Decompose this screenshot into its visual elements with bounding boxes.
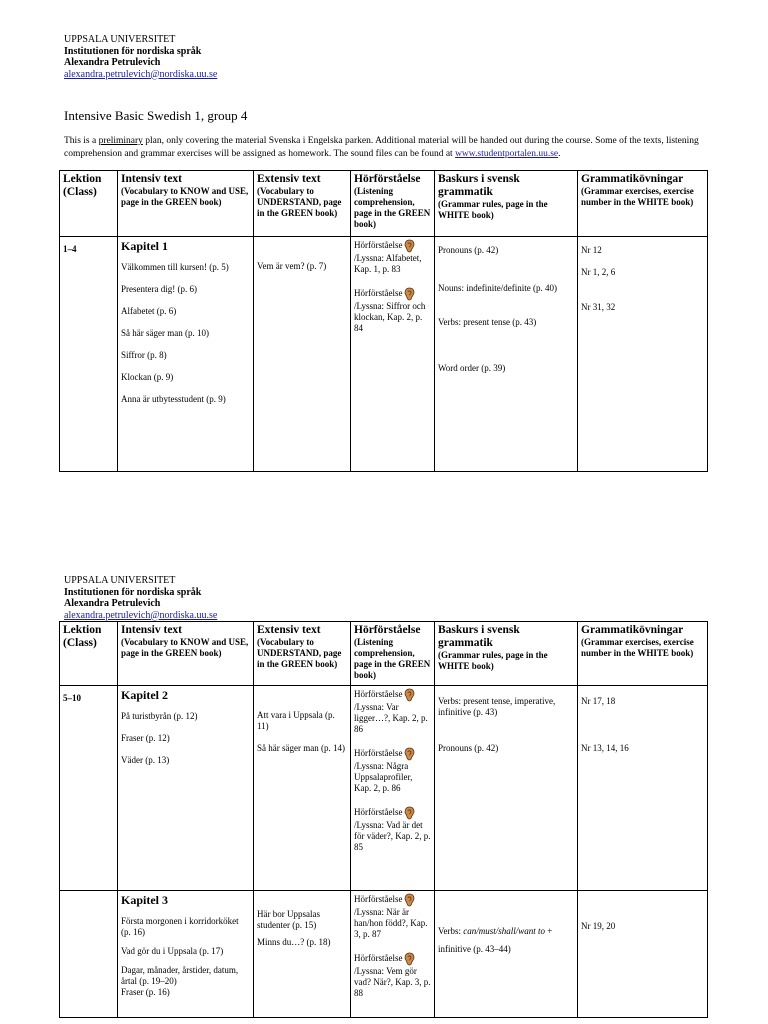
lektion-cell: [60, 891, 118, 1018]
list-item: Vem är vem? (p. 7): [257, 261, 327, 271]
list-item: Fraser (p. 16): [121, 987, 170, 997]
list-item: Nr 17, 18: [581, 696, 616, 706]
table-row: [60, 891, 708, 1018]
ear-icon: [404, 952, 415, 966]
col-intensiv: Intensiv text (Vocabulary to KNOW and USE, page in the GREEN book): [118, 171, 254, 237]
extensiv-cell: [254, 891, 351, 1018]
kapitel-title: Kapitel 2: [121, 688, 168, 702]
intensiv-cell: [118, 891, 254, 1018]
page1-header: [64, 34, 217, 80]
list-item: Pronouns (p. 42): [438, 245, 499, 255]
list-item: Nr 31, 32: [581, 302, 616, 312]
ear-icon: [404, 747, 415, 761]
list-item: Fraser (p. 12): [121, 733, 170, 743]
grammatik-cell: [578, 891, 708, 1018]
table-header-row: [60, 171, 708, 237]
list-item: Verbs: present tense (p. 43): [438, 317, 537, 327]
list-item: Väder (p. 13): [121, 755, 170, 765]
list-item: Nr 19, 20: [581, 921, 616, 931]
department-name: Institutionen för nordiska språk: [64, 586, 202, 598]
col-horforstaelse: Hörförståelse (Listening comprehension, page in the GREEN book): [351, 622, 435, 686]
col-intensiv: Intensiv text (Vocabulary to KNOW and USE, page in the GREEN book): [118, 622, 254, 686]
intensiv-cell: [118, 686, 254, 891]
baskurs-cell: [435, 237, 578, 472]
page2-header: [64, 575, 217, 621]
intensiv-list: [121, 262, 250, 405]
table-header-row: [60, 622, 708, 686]
list-item: På turistbyrån (p. 12): [121, 711, 198, 721]
col-extensiv: Extensiv text (Vocabulary to UNDERSTAND, page in the GREEN book): [254, 171, 351, 237]
intro-text-1: This is a: [64, 136, 99, 146]
list-item: Välkommen till kursen! (p. 5): [121, 262, 229, 272]
list-item: Första morgonen i korridorköket (p. 16): [121, 916, 239, 937]
list-item: Så här säger man (p. 14): [257, 743, 345, 753]
lektion-cell: 1–4: [60, 237, 118, 472]
list-item: Så här säger man (p. 10): [121, 328, 209, 338]
ear-icon: [404, 893, 415, 907]
kapitel-title: Kapitel 1: [121, 239, 168, 253]
horf-cell: [351, 686, 435, 891]
list-item: Alfabetet (p. 6): [121, 306, 177, 316]
list-item: Hörförståelse /Lyssna: Alfabetet, Kap. 1, p. 83: [354, 240, 422, 274]
intro-underlined: preliminary: [98, 136, 143, 146]
list-item: Nr 13, 14, 16: [581, 743, 629, 753]
col-baskurs: Baskurs i svensk grammatik (Grammar rules, page in the WHITE book): [435, 171, 578, 237]
list-item: Hörförståelse /Lyssna: Några Uppsalaprofiler, Kap. 2, p. 86: [354, 747, 431, 794]
list-item: Här bor Uppsalas studenter (p. 15): [257, 909, 320, 930]
col-grammatik: Grammatikövningar (Grammar exercises, exercise number in the WHITE book): [578, 171, 708, 237]
list-item: Dagar, månader, årstider, datum, årtal (p. 19–20): [121, 965, 239, 986]
ear-icon: [404, 287, 415, 301]
kapitel-title: Kapitel 3: [121, 893, 168, 907]
list-item: Verbs: can/must/shall/want to + infinitive (p. 43–44): [438, 926, 553, 954]
list-item: Nouns: indefinite/definite (p. 40): [438, 283, 557, 293]
extensiv-cell: [254, 237, 351, 472]
list-item: Verbs: present tense, imperative, infinitive (p. 43): [438, 696, 556, 717]
list-item: Hörförståelse /Lyssna: Vad är det för väder?, Kap. 2, p. 85: [354, 807, 431, 852]
department-name: Institutionen för nordiska språk: [64, 45, 202, 57]
ear-icon: [404, 239, 415, 253]
grammatik-cell: [578, 686, 708, 891]
author-name: Alexandra Petrulevich: [64, 598, 161, 609]
extensiv-cell: [254, 686, 351, 891]
list-item: Hörförståelse /Lyssna: Vem gör vad? När?, Kap. 3, p. 88: [354, 953, 431, 998]
plan-table-1: [59, 170, 708, 472]
list-item: Presentera dig! (p. 6): [121, 284, 197, 294]
horf-list: [354, 688, 431, 853]
list-item: Hörförståelse /Lyssna: Var ligger…?, Kap. 2, p. 86: [354, 689, 428, 734]
col-grammatik: Grammatikövningar (Grammar exercises, exercise number in the WHITE book): [578, 622, 708, 686]
list-item: Anna är utbytesstudent (p. 9): [121, 394, 226, 404]
table-row: [60, 686, 708, 891]
horf-list: [354, 893, 431, 999]
grammatik-cell: [578, 237, 708, 472]
intensiv-cell: [118, 237, 254, 472]
intensiv-list: [121, 711, 250, 766]
university-name: UPPSALA UNIVERSITET: [64, 575, 176, 586]
list-item: Hörförståelse /Lyssna: Siffror och klockan, Kap. 2, p. 84: [354, 288, 426, 333]
list-item: Nr 12: [581, 245, 602, 255]
ear-icon: [404, 688, 415, 702]
list-item: Att vara i Uppsala (p. 11): [257, 710, 335, 731]
list-item: Klockan (p. 9): [121, 372, 174, 382]
baskurs-list: [438, 245, 574, 374]
intro-text-2: plan, only covering the material Svenska i Engelska parken. Additional material will be handed out during the course. Some of the texts, listening comprehension and grammar exercises will be assigned as homework. The sound files can be found at: [64, 136, 699, 159]
grammatik-list: [581, 245, 704, 313]
col-extensiv: Extensiv text (Vocabulary to UNDERSTAND, page in the GREEN book): [254, 622, 351, 686]
list-item: Minns du…? (p. 18): [257, 937, 331, 947]
list-item: Pronouns (p. 42): [438, 743, 499, 753]
list-item: Siffror (p. 8): [121, 350, 167, 360]
list-item: Hörförståelse /Lyssna: När är han/hon född?, Kap. 3, p. 87: [354, 894, 428, 939]
course-title: Intensive Basic Swedish 1, group 4: [64, 108, 248, 123]
plan-table-2: [59, 621, 708, 1018]
col-baskurs: Baskurs i svensk grammatik (Grammar rules, page in the WHITE book): [435, 622, 578, 686]
col-horforstaelse: Hörförståelse (Listening comprehension, page in the GREEN book): [351, 171, 435, 237]
horf-list: [354, 239, 431, 334]
author-email-link[interactable]: alexandra.petrulevich@nordiska.uu.se: [64, 68, 218, 80]
studentportalen-link[interactable]: www.studentportalen.uu.se: [455, 149, 559, 159]
table-row: [60, 237, 708, 472]
ear-icon: [404, 806, 415, 820]
university-name: UPPSALA UNIVERSITET: [64, 34, 176, 45]
list-item: Vad gör du i Uppsala (p. 17): [121, 946, 224, 956]
author-email-link[interactable]: alexandra.petrulevich@nordiska.uu.se: [64, 609, 218, 621]
list-item: Nr 1, 2, 6: [581, 267, 616, 277]
extensiv-list: [257, 261, 347, 272]
col-lektion: Lektion (Class): [60, 171, 118, 237]
intro-text-3: .: [558, 149, 561, 159]
col-lektion: Lektion (Class): [60, 622, 118, 686]
baskurs-cell: [435, 891, 578, 1018]
author-name: Alexandra Petrulevich: [64, 57, 161, 68]
baskurs-cell: [435, 686, 578, 891]
intro-paragraph: [64, 135, 710, 161]
horf-cell: [351, 891, 435, 1018]
horf-cell: [351, 237, 435, 472]
lektion-cell: 5–10: [60, 686, 118, 891]
list-item: Word order (p. 39): [438, 363, 506, 373]
